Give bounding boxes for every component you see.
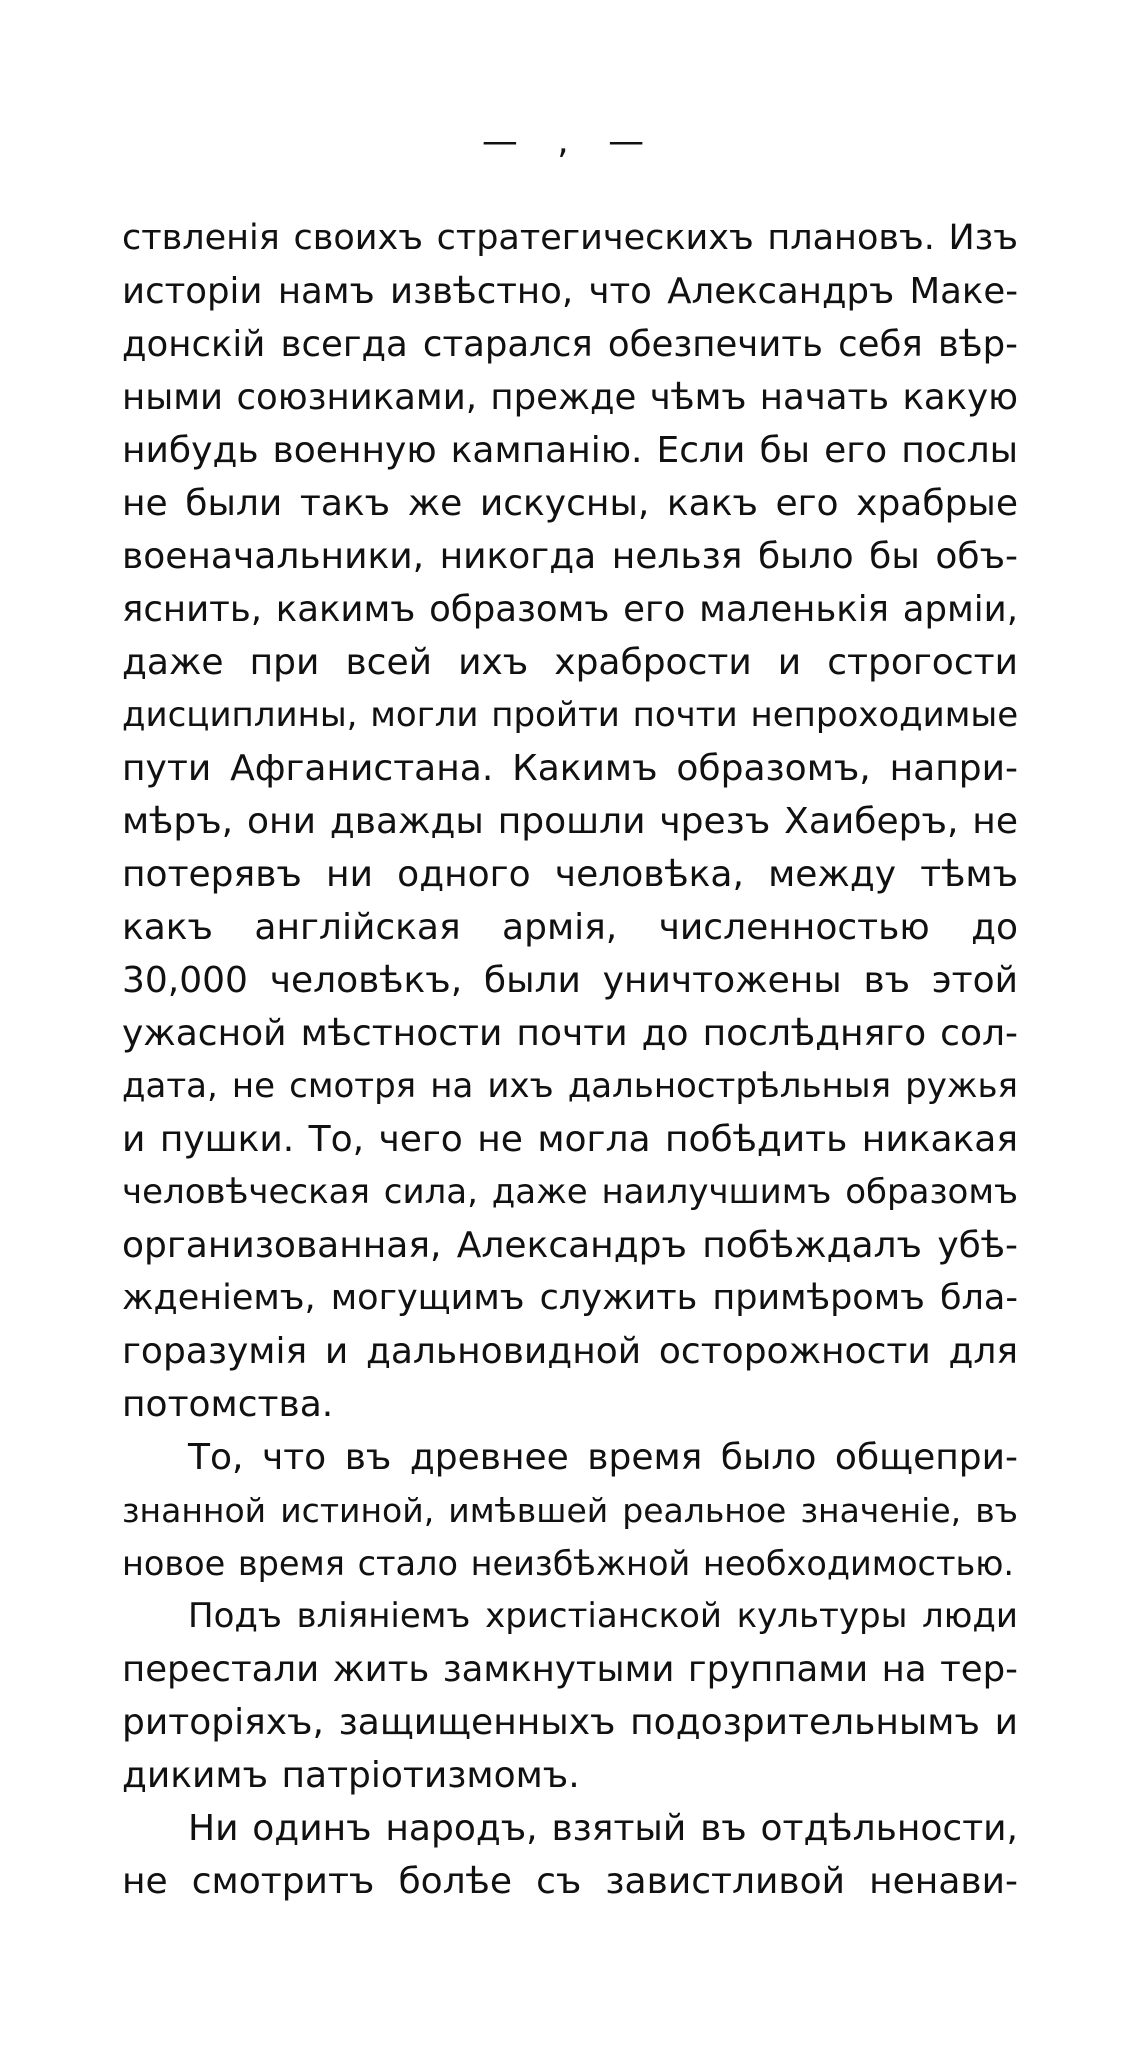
text-line: потомства. [122, 1384, 334, 1425]
text-line: перестали жить замкнутыми группами на тер- [122, 1649, 1018, 1690]
text-line: жденіемъ, могущимъ служить примѣромъ бла- [122, 1278, 1018, 1318]
paragraph [122, 1802, 1018, 1908]
text-line: мѣръ, они дважды прошли чрезъ Хаиберъ, не [122, 801, 1018, 842]
text-line: пути Афганистана. Какимъ образомъ, напри- [122, 748, 1018, 789]
text-line: человѣческая сила, даже наилучшимъ образомъ [122, 1172, 1018, 1212]
text-line: потерявъ ни одного человѣка, между тѣмъ [122, 854, 1018, 895]
text-line: военачальники, никогда нельзя было бы объ- [122, 536, 1018, 577]
text-line: какъ англійская армія, численностью до [122, 907, 1018, 948]
page-body [122, 212, 1018, 1908]
text-line: новое время стало неизбѣжной необходимостью. [122, 1544, 1015, 1583]
text-line: организованная, Александръ побѣждалъ убѣ- [122, 1225, 1018, 1266]
paragraph [122, 212, 1018, 1431]
paragraph [122, 1431, 1018, 1590]
text-line: яснить, какимъ образомъ его маленькія арміи, [122, 589, 1018, 630]
text-line: донскій всегда старался обезпечить себя вѣр- [122, 324, 1018, 365]
text-line: ными союзниками, прежде чѣмъ начать какую [122, 377, 1018, 418]
text-line: Подъ вліяніемъ христіанской культуры люди [188, 1596, 1018, 1636]
text-line: даже при всей ихъ храбрости и строгости [122, 642, 1018, 683]
text-line: исторіи намъ извѣстно, что Александръ Маке- [122, 271, 1018, 312]
text-line: Ни одинъ народъ, взятый въ отдѣльности, [188, 1808, 1018, 1849]
paragraph [122, 1590, 1018, 1802]
text-line: и пушки. То, чего не могла побѣдить никакая [122, 1119, 1018, 1160]
text-line: 30,000 человѣкъ, были уничтожены въ этой [122, 960, 1018, 1001]
text-line: То, что въ древнее время было общепри- [188, 1437, 1018, 1478]
text-line: не смотритъ болѣе съ завистливой ненави- [122, 1861, 1018, 1902]
text-line: риторіяхъ, защищенныхъ подозрительнымъ и [122, 1702, 1018, 1743]
text-line: ствленія своихъ стратегическихъ плановъ. Изъ [122, 218, 1018, 258]
text-line: дисциплины, могли пройти почти непроходимые [122, 695, 1019, 735]
text-line: не были такъ же искусны, какъ его храбрые [122, 483, 1018, 524]
page-number: — , — [481, 121, 659, 162]
text-line: знанной истиной, имѣвшей реальное значеніе, въ [122, 1491, 1018, 1530]
text-line: дата, не смотря на ихъ дальнострѣльныя ружья [122, 1066, 1018, 1106]
text-line: горазумія и дальновидной осторожности для [122, 1331, 1018, 1372]
text-line: ужасной мѣстности почти до послѣдняго сол- [122, 1013, 1018, 1054]
text-line: нибудь военную кампанію. Если бы его послы [122, 430, 1018, 471]
text-line: дикимъ патріотизмомъ. [122, 1755, 580, 1796]
